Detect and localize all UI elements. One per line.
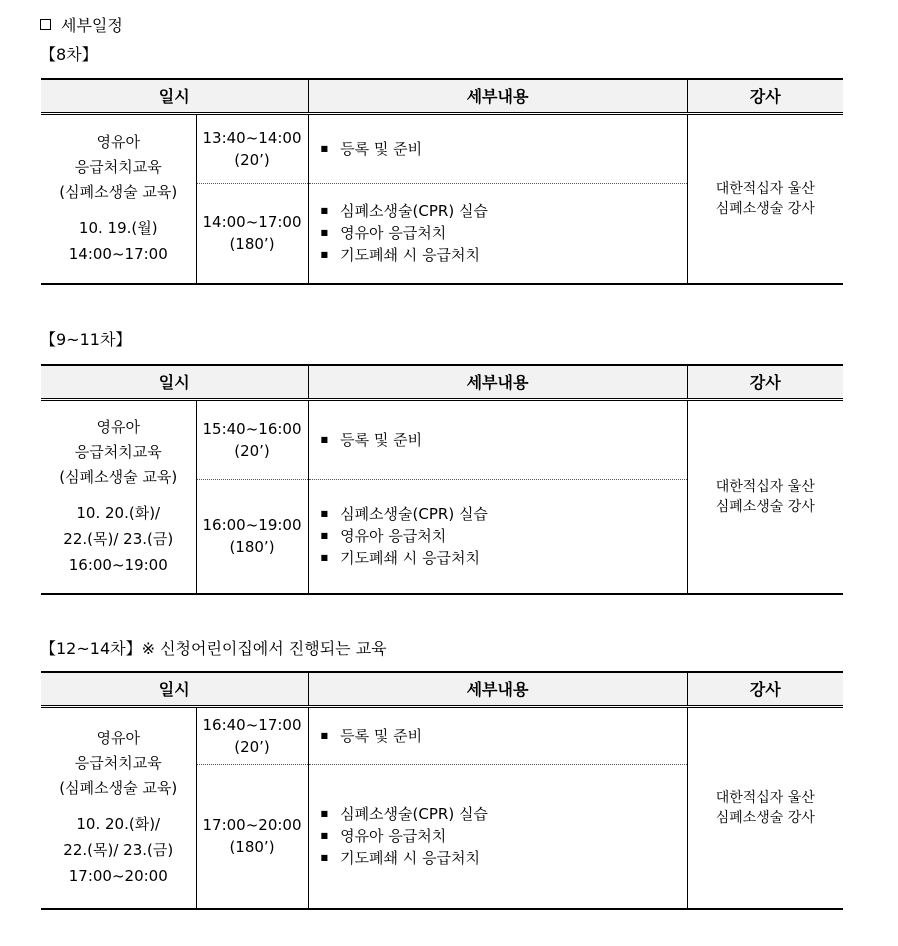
event-date — [41, 215, 196, 267]
time-range: 17:00~20:00 — [202, 816, 302, 835]
event-line: 영유아 — [96, 729, 140, 748]
table-title: 【9~11차】 — [40, 330, 132, 349]
list-item: ■ 기도폐쇄 시 응급처치 — [321, 847, 687, 869]
list-item: ■ 영유아 응급처치 — [321, 825, 687, 847]
duration: (180’) — [229, 838, 275, 857]
event-cell — [41, 113, 196, 284]
header-details: 세부내용 — [308, 79, 687, 113]
date-line: 22.(목)/ 23.(금) — [63, 841, 174, 860]
date-line: 10. 19.(월) — [78, 219, 158, 238]
schedule-table — [41, 364, 843, 595]
time-range: 16:00~19:00 — [202, 516, 302, 535]
section-title: 세부일정 — [61, 16, 123, 35]
date-line: 22.(목)/ 23.(금) — [63, 530, 174, 549]
header-instructor: 강사 — [687, 365, 843, 399]
content-cell — [308, 113, 687, 183]
table-title: 【8차】 — [40, 45, 98, 64]
list-item: ■ 등록 및 준비 — [321, 138, 687, 160]
table-row — [41, 706, 843, 764]
event-line: 응급처치교육 — [74, 754, 162, 773]
header-datetime: 일시 — [41, 79, 308, 113]
list-item: ■ 등록 및 준비 — [321, 725, 687, 747]
content-cell — [308, 399, 687, 479]
section-heading — [40, 13, 123, 36]
instructor-cell — [687, 706, 843, 909]
duration: (180’) — [229, 538, 275, 557]
table-title: 【12~14차】※ 신청어린이집에서 진행되는 교육 — [40, 639, 387, 658]
date-line: 17:00~20:00 — [68, 867, 168, 886]
schedule-table — [41, 78, 843, 285]
event-line: 응급처치교육 — [74, 443, 162, 462]
event-line: 영유아 — [96, 418, 140, 437]
list-item: ■ 기도폐쇄 시 응급처치 — [321, 547, 687, 569]
duration: (20’) — [234, 737, 270, 756]
event-cell — [41, 706, 196, 909]
time-cell — [196, 764, 308, 909]
event-line: (심폐소생술 교육) — [59, 779, 178, 798]
checkbox-square-icon — [40, 19, 51, 30]
instructor-line: 심폐소생술 강사 — [715, 809, 815, 826]
event-date — [41, 811, 196, 889]
instructor-line: 대한적십자 울산 — [715, 180, 815, 197]
instructor-cell — [687, 113, 843, 284]
header-details: 세부내용 — [308, 672, 687, 706]
list-item: ■ 심폐소생술(CPR) 실습 — [321, 503, 687, 525]
duration: (20’) — [234, 441, 270, 460]
time-range: 14:00~17:00 — [202, 213, 302, 232]
event-cell — [41, 399, 196, 594]
content-cell — [308, 183, 687, 284]
instructor-line: 대한적십자 울산 — [715, 478, 815, 495]
list-item: ■ 등록 및 준비 — [321, 429, 687, 451]
event-date — [41, 500, 196, 578]
date-line: 16:00~19:00 — [68, 556, 168, 575]
schedule-table — [41, 671, 843, 910]
content-list — [321, 138, 687, 160]
event-line: 응급처치교육 — [74, 158, 162, 177]
time-cell — [196, 183, 308, 284]
header-instructor: 강사 — [687, 79, 843, 113]
content-list — [321, 803, 687, 869]
date-line: 10. 20.(화)/ — [76, 815, 161, 834]
list-item: ■ 영유아 응급처치 — [321, 525, 687, 547]
time-cell — [196, 399, 308, 479]
time-cell — [196, 479, 308, 594]
time-cell — [196, 706, 308, 764]
content-cell — [308, 479, 687, 594]
table-header-row — [41, 365, 843, 399]
content-cell — [308, 706, 687, 764]
table-header-row — [41, 672, 843, 706]
list-item: ■ 기도폐쇄 시 응급처치 — [321, 244, 687, 266]
table-row — [41, 113, 843, 183]
content-list — [321, 429, 687, 451]
date-line: 10. 20.(화)/ — [76, 504, 161, 523]
instructor-line: 심폐소생술 강사 — [715, 200, 815, 217]
event-line: (심폐소생술 교육) — [59, 468, 178, 487]
time-cell — [196, 113, 308, 183]
list-item: ■ 영유아 응급처치 — [321, 222, 687, 244]
table-row — [41, 399, 843, 479]
content-cell — [308, 764, 687, 909]
list-item: ■ 심폐소생술(CPR) 실습 — [321, 200, 687, 222]
instructor-cell — [687, 399, 843, 594]
content-list — [321, 200, 687, 266]
time-range: 15:40~16:00 — [202, 419, 302, 438]
content-list — [321, 725, 687, 747]
header-instructor: 강사 — [687, 672, 843, 706]
date-line: 14:00~17:00 — [68, 245, 168, 264]
instructor-line: 심폐소생술 강사 — [715, 498, 815, 515]
list-item: ■ 심폐소생술(CPR) 실습 — [321, 803, 687, 825]
event-line: 영유아 — [96, 133, 140, 152]
header-details: 세부내용 — [308, 365, 687, 399]
time-range: 16:40~17:00 — [202, 715, 302, 734]
instructor-line: 대한적십자 울산 — [715, 789, 815, 806]
content-list — [321, 503, 687, 569]
header-datetime: 일시 — [41, 672, 308, 706]
table-header-row — [41, 79, 843, 113]
event-line: (심폐소생술 교육) — [59, 183, 178, 202]
duration: (20’) — [234, 150, 270, 169]
header-datetime: 일시 — [41, 365, 308, 399]
duration: (180’) — [229, 235, 275, 254]
time-range: 13:40~14:00 — [202, 128, 302, 147]
